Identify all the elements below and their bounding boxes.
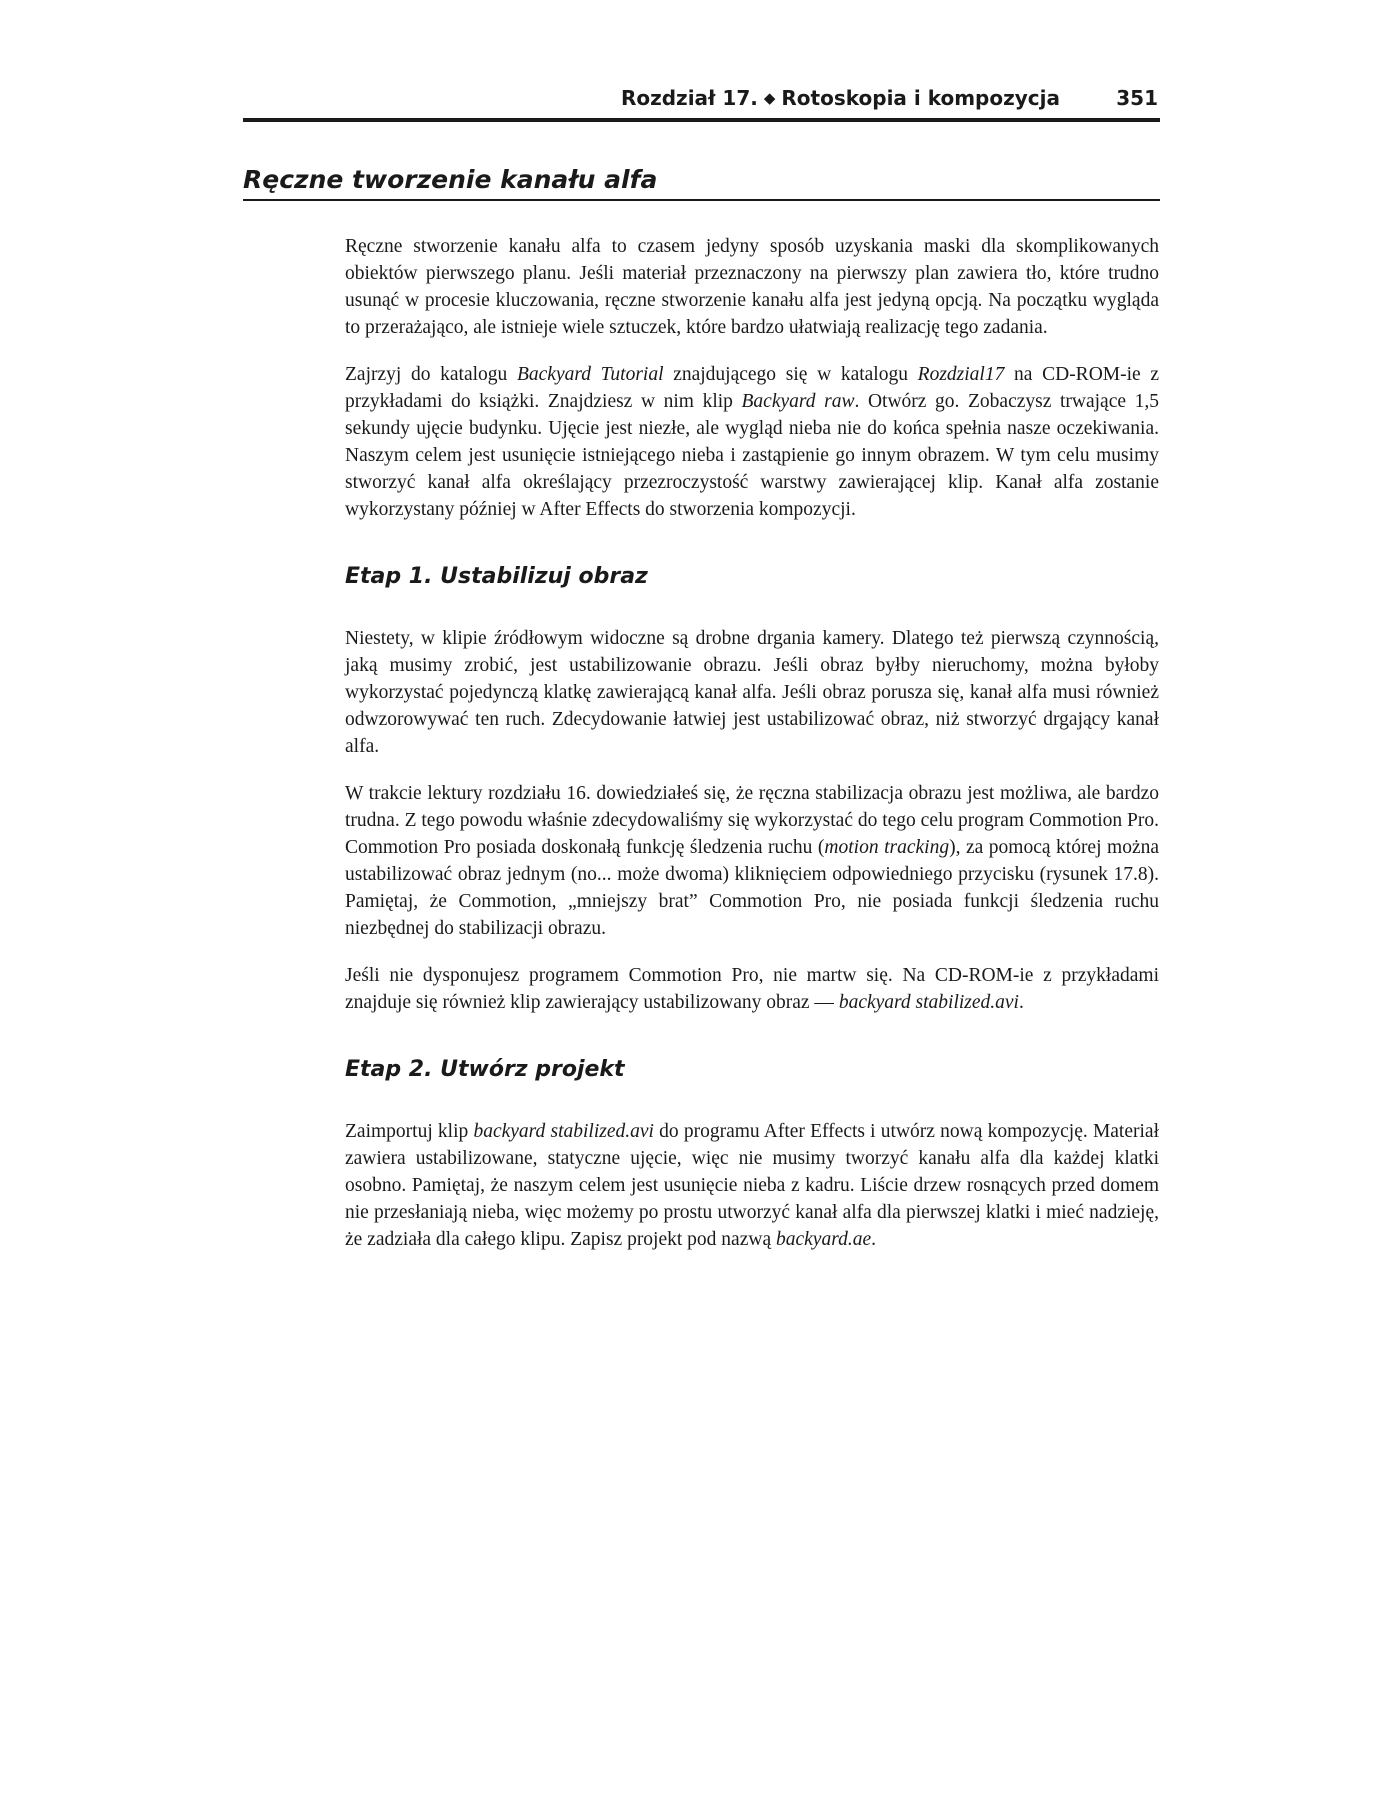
paragraph-create-project [345, 1118, 1159, 1253]
paragraph-commotion [345, 780, 1159, 942]
page-number: 351 [1116, 86, 1158, 110]
text-run: . [871, 1229, 876, 1250]
diamond-separator-icon: ◆ [763, 89, 776, 107]
italic-file-name: backyard stabilized.avi [473, 1121, 654, 1142]
body-text [345, 233, 1159, 1273]
text-run: W trakcie lektury rozdziału 16. dowiedziałeś się, że ręczna stabilizacja obrazu jest możliwa, ale bardzo trudna. Z tego powodu właśnie zdecydowaliśmy się wykorzystać do tego celu program Commotion Pro. Commotion Pro posiada doskonałą funkcję śledzenia ruchu ( [345, 783, 1159, 858]
italic-file-name: backyard.ae [775, 1229, 872, 1250]
text-run: . Otwórz go. Zobaczysz trwające 1,5 sekundy ujęcie budynku. Ujęcie jest niezłe, ale wygląd nieba nie do końca spełnia nasze oczekiwania. Naszym celem jest usunięcie istniejącego nieba i zastąpienie go innym obrazem. W tym celu musimy stworzyć kanał alfa określający przezroczystość warstwy zawierającej klip. Kanał alfa zostanie wykorzystany później w After Effects do stworzenia kompozycji. [345, 391, 1159, 520]
section-heading: Ręczne tworzenie kanału alfa [243, 163, 1160, 201]
text-run: Zaimportuj klip [345, 1121, 474, 1142]
text-run: ), za pomocą której można ustabilizować obraz jednym (no... może dwoma) kliknięciem odpowiedniego przycisku (rysunek 17.8). Pamiętaj, że Commotion, „mniejszy brat” Commotion Pro, nie posiada funkcji śledzenia ruchu niezbędnej do stabilizacji obrazu. [345, 837, 1159, 939]
step-2-heading: Etap 2. Utwórz projekt [345, 1057, 625, 1082]
text-run: . [1018, 992, 1024, 1013]
text-run: Jeśli nie dysponujesz programem Commotion Pro, nie martw się. Na CD-ROM-ie z przykładami znajduje się również klip zawierający ustabilizowany obraz — [345, 965, 1159, 1013]
header-chapter-name: Rotoskopia i kompozycja [781, 86, 1060, 110]
paragraph-intro: Ręczne stworzenie kanału alfa to czasem jedyny sposób uzyskania maski dla skomplikowanych obiektów pierwszego planu. Jeśli materiał przeznaczony na pierwszy plan zawiera tło, które trudno usunąć w procesie kluczowania, ręczne stworzenie kanału alfa jest jedyną opcją. Na początku wygląda to przerażająco, ale istnieje wiele sztuczek, które bardzo ułatwiają realizację tego zadania. [345, 236, 1159, 338]
paragraph-stabilize: Niestety, w klipie źródłowym widoczne są drobne drgania kamery. Dlatego też pierwszą czynnością, jaką musimy zrobić, jest ustabilizowanie obrazu. Jeśli obraz byłby nieruchomy, można byłoby wykorzystać pojedynczą klatkę zawierającą kanał alfa. Jeśli obraz porusza się, kanał alfa musi również odwzorowywać ten ruch. Zdecydowanie łatwiej jest ustabilizować obraz, niż stworzyć drgający kanał alfa. [345, 628, 1159, 757]
text-run: na CD-ROM-ie z przykładami do książki. Znajdziesz w nim klip [345, 364, 1160, 412]
text-run: do programu After Effects i utwórz nową kompozycję. Materiał zawiera ustabilizowane, statyczne ujęcie, więc nie musimy tworzyć kanału alfa dla każdej klatki osobno. Pamiętaj, że naszym celem jest usunięcie nieba z kadru. Liście drzew rosnących przed domem nie przesłaniają nieba, więc możemy po prostu utworzyć kanał alfa dla pierwszej klatki i mieć nadzieję, że zadziała dla całego klipu. Zapisz projekt pod nazwą [345, 1121, 1159, 1250]
italic-folder-name: Rozdzial17 [917, 364, 1005, 385]
text-run: znajdującego się w katalogu [663, 364, 918, 385]
header-chapter-number: Rozdział 17. [620, 86, 758, 110]
text-run: Zajrzyj do katalogu [345, 364, 517, 385]
running-header [243, 82, 1160, 122]
step-1-heading: Etap 1. Ustabilizuj obraz [345, 564, 648, 589]
header-chapter-title [621, 86, 1060, 110]
italic-folder-name: Backyard Tutorial [516, 364, 664, 385]
paragraph-backyard-tutorial [345, 361, 1159, 523]
italic-clip-name: Backyard raw [741, 391, 855, 412]
italic-term: motion tracking [824, 837, 950, 858]
italic-file-name: backyard stabilized.avi [838, 992, 1019, 1013]
paragraph-cdrom-clip [345, 962, 1159, 1016]
